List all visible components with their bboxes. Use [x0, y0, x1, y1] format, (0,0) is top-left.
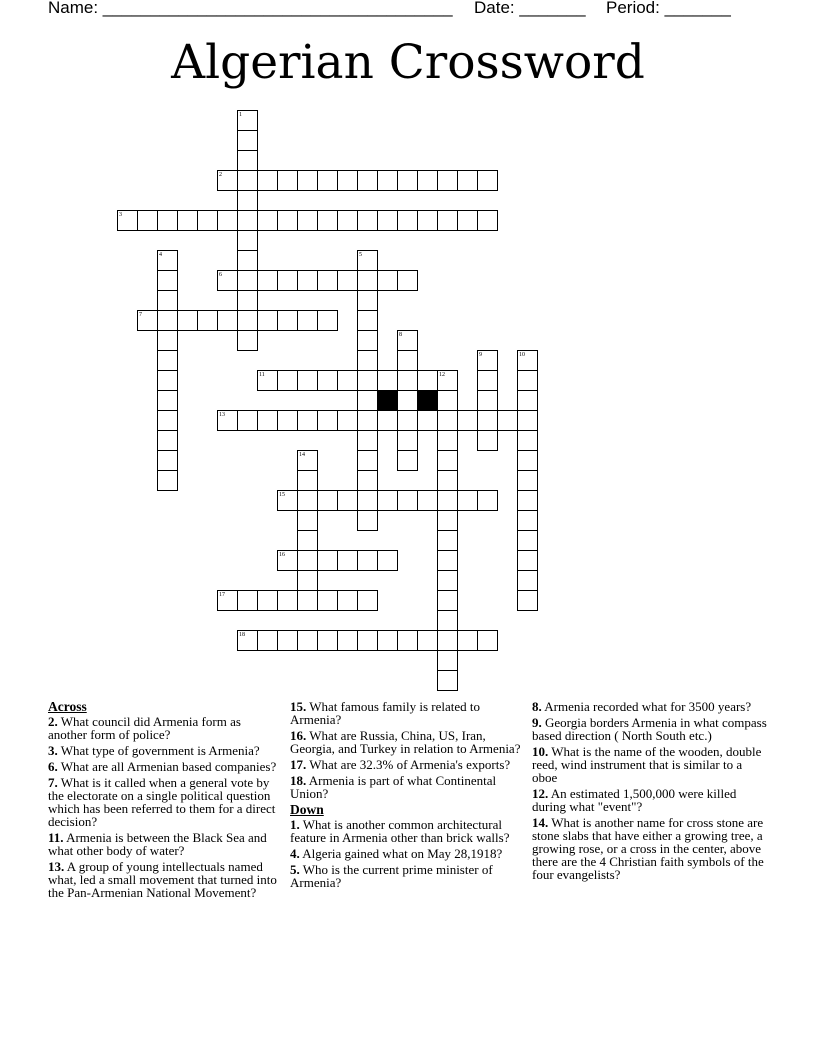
- grid-cell[interactable]: [217, 170, 238, 191]
- grid-cell[interactable]: [317, 310, 338, 331]
- clues-column-3: [532, 700, 768, 884]
- clues-column-1: [48, 700, 280, 902]
- grid-cell[interactable]: [237, 190, 258, 211]
- grid-cell[interactable]: [437, 170, 458, 191]
- grid-cell[interactable]: [517, 390, 538, 411]
- clue-down-14: 14. What is another name for cross stone are stone slabs that have either a growing tree, a growing rose, or a cross in the center, above there are the 4 Christian faith symbols of the four evangelists?: [532, 815, 764, 882]
- grid-cell[interactable]: [297, 590, 318, 611]
- grid-cell[interactable]: [437, 210, 458, 231]
- grid-cell[interactable]: [397, 390, 418, 411]
- grid-cell[interactable]: [397, 370, 418, 391]
- grid-cell[interactable]: [237, 170, 258, 191]
- grid-cell[interactable]: [517, 350, 538, 371]
- grid-cell[interactable]: [477, 430, 498, 451]
- grid-cell[interactable]: [137, 210, 158, 231]
- grid-cell[interactable]: [437, 610, 458, 631]
- grid-cell[interactable]: [517, 370, 538, 391]
- grid-cell[interactable]: [297, 630, 318, 651]
- grid-cell[interactable]: [237, 230, 258, 251]
- grid-cell[interactable]: [477, 490, 498, 511]
- grid-cell[interactable]: [237, 110, 258, 131]
- clue-number-18: 18: [239, 632, 245, 638]
- grid-cell[interactable]: [157, 330, 178, 351]
- name-field[interactable]: Name: _____________________________________: [48, 0, 453, 17]
- grid-cell[interactable]: [437, 410, 458, 431]
- grid-cell[interactable]: [517, 590, 538, 611]
- grid-cell[interactable]: [317, 490, 338, 511]
- grid-cell[interactable]: [297, 170, 318, 191]
- grid-cell[interactable]: [257, 370, 278, 391]
- grid-cell[interactable]: [157, 390, 178, 411]
- grid-cell[interactable]: [377, 270, 398, 291]
- grid-cell[interactable]: [437, 650, 458, 671]
- grid-cell[interactable]: [437, 510, 458, 531]
- grid-cell[interactable]: [437, 570, 458, 591]
- date-field[interactable]: Date: _______: [474, 0, 586, 17]
- grid-cell[interactable]: [297, 490, 318, 511]
- grid-cell[interactable]: [217, 270, 238, 291]
- grid-cell[interactable]: [157, 250, 178, 271]
- grid-cell[interactable]: [357, 210, 378, 231]
- grid-cell[interactable]: [357, 630, 378, 651]
- grid-cell[interactable]: [397, 410, 418, 431]
- grid-cell[interactable]: [157, 270, 178, 291]
- grid-cell[interactable]: [277, 590, 298, 611]
- clue-number-2: 2: [219, 172, 222, 178]
- grid-cell[interactable]: [417, 210, 438, 231]
- grid-cell[interactable]: [517, 430, 538, 451]
- grid-cell[interactable]: [257, 270, 278, 291]
- period-field[interactable]: Period: _______: [606, 0, 731, 17]
- clue-down-8: 8. Armenia recorded what for 3500 years?: [532, 699, 752, 714]
- clue-across-13: 13. A group of young intellectuals named what, led a small movement that turned into the Pan-Armenian National Movement?: [48, 859, 277, 900]
- grid-cell[interactable]: [277, 270, 298, 291]
- clue-down-12: 12. An estimated 1,500,000 were killed during what "event"?: [532, 786, 737, 814]
- grid-cell[interactable]: [237, 630, 258, 651]
- clue-number-6: 6: [219, 272, 222, 278]
- grid-cell[interactable]: [317, 630, 338, 651]
- grid-cell[interactable]: [357, 590, 378, 611]
- black-cell: [417, 390, 438, 411]
- grid-cell[interactable]: [357, 270, 378, 291]
- grid-cell[interactable]: [457, 210, 478, 231]
- clue-number-10: 10: [519, 352, 525, 358]
- clue-down-1: 1. What is another common architectural feature in Armenia other than brick walls?: [290, 817, 510, 845]
- grid-cell[interactable]: [157, 410, 178, 431]
- grid-cell[interactable]: [297, 510, 318, 531]
- grid-cell[interactable]: [357, 550, 378, 571]
- grid-cell[interactable]: [357, 330, 378, 351]
- grid-cell[interactable]: [357, 490, 378, 511]
- grid-cell[interactable]: [357, 250, 378, 271]
- grid-cell[interactable]: [417, 410, 438, 431]
- grid-cell[interactable]: [277, 630, 298, 651]
- grid-cell[interactable]: [377, 170, 398, 191]
- grid-cell[interactable]: [237, 330, 258, 351]
- grid-cell[interactable]: [357, 290, 378, 311]
- grid-cell[interactable]: [357, 310, 378, 331]
- grid-cell[interactable]: [517, 470, 538, 491]
- grid-cell[interactable]: [237, 410, 258, 431]
- grid-cell[interactable]: [417, 630, 438, 651]
- grid-cell[interactable]: [237, 290, 258, 311]
- grid-cell[interactable]: [477, 390, 498, 411]
- grid-cell[interactable]: [477, 350, 498, 371]
- grid-cell[interactable]: [337, 210, 358, 231]
- grid-cell[interactable]: [397, 450, 418, 471]
- clue-number-4: 4: [159, 252, 162, 258]
- grid-cell[interactable]: [417, 490, 438, 511]
- grid-cell[interactable]: [237, 210, 258, 231]
- clue-down-5: 5. Who is the current prime minister of Armenia?: [290, 862, 493, 890]
- clue-number-9: 9: [479, 352, 482, 358]
- grid-cell[interactable]: [257, 590, 278, 611]
- grid-cell[interactable]: [297, 570, 318, 591]
- grid-cell[interactable]: [397, 170, 418, 191]
- grid-cell[interactable]: [317, 590, 338, 611]
- grid-cell[interactable]: [377, 210, 398, 231]
- grid-cell[interactable]: [157, 310, 178, 331]
- clue-number-5: 5: [359, 252, 362, 258]
- grid-cell[interactable]: [217, 310, 238, 331]
- grid-cell[interactable]: [477, 630, 498, 651]
- grid-cell[interactable]: [157, 430, 178, 451]
- grid-cell[interactable]: [257, 170, 278, 191]
- grid-cell[interactable]: [297, 310, 318, 331]
- grid-cell[interactable]: [337, 590, 358, 611]
- grid-cell[interactable]: [277, 550, 298, 571]
- grid-cell[interactable]: [337, 370, 358, 391]
- grid-cell[interactable]: [337, 490, 358, 511]
- grid-cell[interactable]: [377, 630, 398, 651]
- clue-across-2: 2. What council did Armenia form as another form of police?: [48, 714, 241, 742]
- grid-cell[interactable]: [237, 310, 258, 331]
- grid-cell[interactable]: [117, 210, 138, 231]
- clue-across-18: 18. Armenia is part of what Continental Union?: [290, 773, 497, 801]
- grid-cell[interactable]: [317, 170, 338, 191]
- grid-cell[interactable]: [337, 410, 358, 431]
- grid-cell[interactable]: [337, 630, 358, 651]
- grid-cell[interactable]: [477, 410, 498, 431]
- grid-cell[interactable]: [137, 310, 158, 331]
- grid-cell[interactable]: [517, 450, 538, 471]
- grid-cell[interactable]: [317, 370, 338, 391]
- grid-cell[interactable]: [197, 210, 218, 231]
- grid-cell[interactable]: [217, 210, 238, 231]
- grid-cell[interactable]: [457, 630, 478, 651]
- grid-cell[interactable]: [177, 310, 198, 331]
- grid-cell[interactable]: [437, 550, 458, 571]
- grid-cell[interactable]: [337, 270, 358, 291]
- grid-cell[interactable]: [437, 470, 458, 491]
- grid-cell[interactable]: [297, 270, 318, 291]
- grid-cell[interactable]: [217, 410, 238, 431]
- clue-across-3: 3. What type of government is Armenia?: [48, 743, 260, 758]
- grid-cell[interactable]: [297, 470, 318, 491]
- grid-cell[interactable]: [437, 430, 458, 451]
- clue-across-6: 6. What are all Armenian based companies?: [48, 759, 277, 774]
- clue-across-7: 7. What is it called when a general vote by the electorate on a single political question which has been referred to them for a direct decision?: [48, 775, 276, 829]
- grid-cell[interactable]: [237, 130, 258, 151]
- grid-cell[interactable]: [517, 410, 538, 431]
- grid-cell[interactable]: [337, 170, 358, 191]
- clue-number-3: 3: [119, 212, 122, 218]
- grid-cell[interactable]: [357, 510, 378, 531]
- clue-number-7: 7: [139, 312, 142, 318]
- grid-cell[interactable]: [437, 390, 458, 411]
- grid-cell[interactable]: [257, 410, 278, 431]
- grid-cell[interactable]: [157, 470, 178, 491]
- clue-down-4: 4. Algeria gained what on May 28,1918?: [290, 846, 503, 861]
- grid-cell[interactable]: [237, 270, 258, 291]
- grid-cell[interactable]: [397, 630, 418, 651]
- grid-cell[interactable]: [477, 170, 498, 191]
- grid-cell[interactable]: [157, 210, 178, 231]
- across-heading: Across: [48, 699, 87, 714]
- grid-cell[interactable]: [437, 530, 458, 551]
- grid-cell[interactable]: [177, 210, 198, 231]
- grid-cell[interactable]: [357, 370, 378, 391]
- grid-cell[interactable]: [437, 450, 458, 471]
- black-cell: [377, 390, 398, 411]
- grid-cell[interactable]: [317, 210, 338, 231]
- grid-cell[interactable]: [297, 550, 318, 571]
- grid-cell[interactable]: [357, 390, 378, 411]
- grid-cell[interactable]: [437, 670, 458, 691]
- clue-down-10: 10. What is the name of the wooden, double reed, wind instrument that is similar to a oboe: [532, 744, 762, 785]
- grid-cell[interactable]: [417, 170, 438, 191]
- grid-cell[interactable]: [457, 490, 478, 511]
- grid-cell[interactable]: [357, 450, 378, 471]
- grid-cell[interactable]: [277, 410, 298, 431]
- grid-cell[interactable]: [517, 550, 538, 571]
- clue-down-9: 9. Georgia borders Armenia in what compass based direction ( North South etc.): [532, 715, 767, 743]
- grid-cell[interactable]: [317, 270, 338, 291]
- clue-across-15: 15. What famous family is related to Armenia?: [290, 699, 481, 727]
- down-heading: Down: [290, 802, 324, 817]
- grid-cell[interactable]: [377, 370, 398, 391]
- grid-cell[interactable]: [377, 410, 398, 431]
- grid-cell[interactable]: [157, 450, 178, 471]
- clue-number-17: 17: [219, 592, 225, 598]
- clue-number-15: 15: [279, 492, 285, 498]
- grid-cell[interactable]: [437, 590, 458, 611]
- grid-cell[interactable]: [297, 210, 318, 231]
- grid-cell[interactable]: [457, 410, 478, 431]
- grid-cell[interactable]: [477, 210, 498, 231]
- clue-number-8: 8: [399, 332, 402, 338]
- grid-cell[interactable]: [277, 310, 298, 331]
- grid-cell[interactable]: [517, 530, 538, 551]
- grid-cell[interactable]: [297, 450, 318, 471]
- grid-cell[interactable]: [457, 170, 478, 191]
- grid-cell[interactable]: [157, 290, 178, 311]
- clue-across-16: 16. What are Russia, China, US, Iran, Georgia, and Turkey in relation to Armenia?: [290, 728, 521, 756]
- grid-cell[interactable]: [157, 370, 178, 391]
- grid-cell[interactable]: [497, 410, 518, 431]
- grid-cell[interactable]: [317, 410, 338, 431]
- clue-number-11: 11: [259, 372, 265, 378]
- grid-cell[interactable]: [437, 630, 458, 651]
- grid-cell[interactable]: [277, 210, 298, 231]
- grid-cell[interactable]: [277, 370, 298, 391]
- grid-cell[interactable]: [437, 370, 458, 391]
- clue-number-14: 14: [299, 452, 305, 458]
- grid-cell[interactable]: [397, 350, 418, 371]
- grid-cell[interactable]: [357, 170, 378, 191]
- grid-cell[interactable]: [417, 370, 438, 391]
- clue-number-16: 16: [279, 552, 285, 558]
- grid-cell[interactable]: [437, 490, 458, 511]
- grid-cell[interactable]: [257, 630, 278, 651]
- grid-cell[interactable]: [217, 590, 238, 611]
- grid-cell[interactable]: [317, 550, 338, 571]
- grid-cell[interactable]: [237, 250, 258, 271]
- grid-cell[interactable]: [297, 530, 318, 551]
- grid-cell[interactable]: [277, 170, 298, 191]
- grid-cell[interactable]: [397, 430, 418, 451]
- grid-cell[interactable]: [197, 310, 218, 331]
- grid-cell[interactable]: [157, 350, 178, 371]
- clue-across-11: 11. Armenia is between the Black Sea and what other body of water?: [48, 830, 267, 858]
- grid-cell[interactable]: [297, 410, 318, 431]
- grid-cell[interactable]: [517, 510, 538, 531]
- grid-cell[interactable]: [257, 310, 278, 331]
- grid-cell[interactable]: [377, 490, 398, 511]
- grid-cell[interactable]: [237, 150, 258, 171]
- grid-cell[interactable]: [517, 490, 538, 511]
- grid-cell[interactable]: [397, 490, 418, 511]
- grid-cell[interactable]: [257, 210, 278, 231]
- page-title: Algerian Crossword: [171, 35, 645, 90]
- grid-cell[interactable]: [277, 490, 298, 511]
- grid-cell[interactable]: [477, 370, 498, 391]
- clue-across-17: 17. What are 32.3% of Armenia's exports?: [290, 757, 511, 772]
- grid-cell[interactable]: [337, 550, 358, 571]
- grid-cell[interactable]: [357, 350, 378, 371]
- grid-cell[interactable]: [377, 550, 398, 571]
- grid-cell[interactable]: [297, 370, 318, 391]
- clue-number-12: 12: [439, 372, 445, 378]
- grid-cell[interactable]: [237, 590, 258, 611]
- clues-column-2: [290, 700, 526, 892]
- grid-cell[interactable]: [397, 330, 418, 351]
- grid-cell[interactable]: [517, 570, 538, 591]
- grid-cell[interactable]: [357, 430, 378, 451]
- grid-cell[interactable]: [357, 470, 378, 491]
- grid-cell[interactable]: [397, 210, 418, 231]
- grid-cell[interactable]: [357, 410, 378, 431]
- grid-cell[interactable]: [397, 270, 418, 291]
- clue-number-13: 13: [219, 412, 225, 418]
- clue-number-1: 1: [239, 112, 242, 118]
